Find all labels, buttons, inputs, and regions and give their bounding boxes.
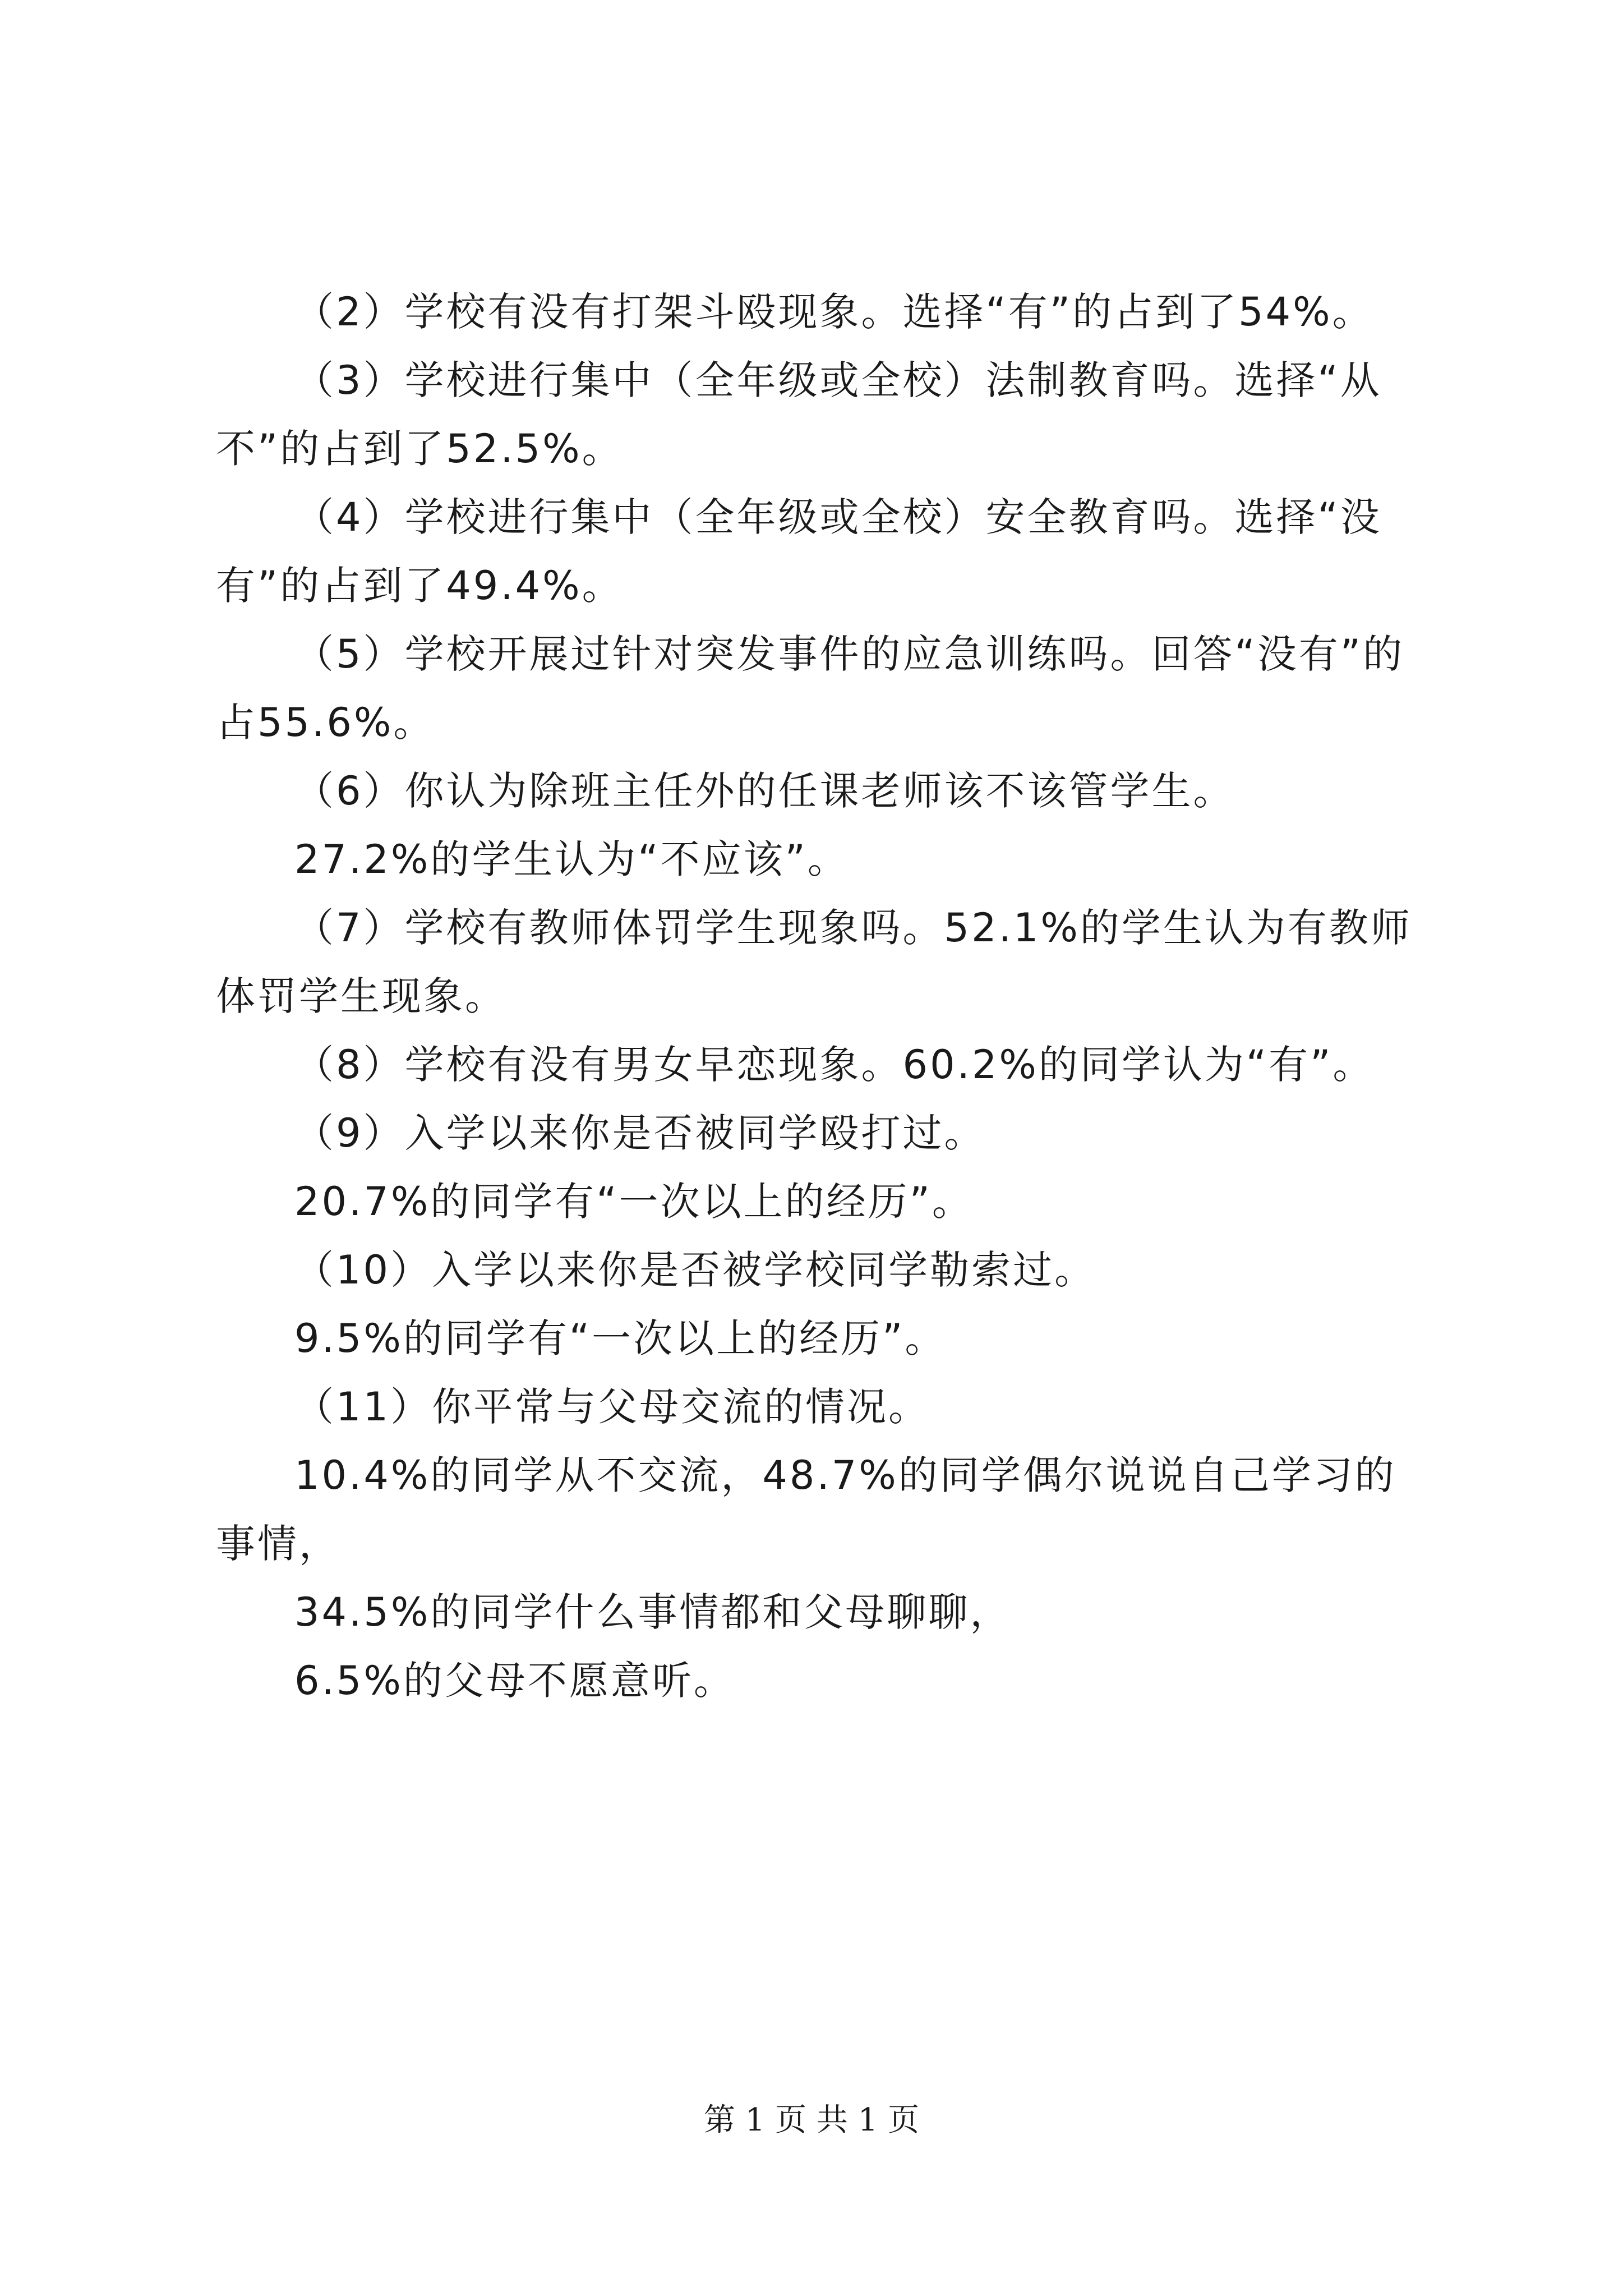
paragraph-q4: （4）学校进行集中（全年级或全校）安全教育吗。选择“没有”的占到了49.4%。 <box>216 494 1382 609</box>
paragraph-q7: （7）学校有教师体罚学生现象吗。52.1%的学生认为有教师体罚学生现象。 <box>216 905 1412 1019</box>
paragraph-q10-answer: 9.5%的同学有“一次以上的经历”。 <box>294 1315 947 1361</box>
paragraph-q10: （10）入学以来你是否被学校同学勒索过。 <box>294 1247 1096 1293</box>
paragraph-q11-answer-2: 34.5%的同学什么事情都和父母聊聊， <box>294 1589 1012 1635</box>
paragraph-q9-answer: 20.7%的同学有“一次以上的经历”。 <box>294 1179 974 1225</box>
paragraph-q5: （5）学校开展过针对突发事件的应急训练吗。回答“没有”的占55.6%。 <box>216 631 1405 746</box>
page-footer: 第 1 页 共 1 页 <box>703 2102 920 2138</box>
paragraph-q3: （3）学校进行集中（全年级或全校）法制教育吗。选择“从不”的占到了52.5%。 <box>216 357 1382 472</box>
paragraph-q11: （11）你平常与父母交流的情况。 <box>294 1384 930 1430</box>
paragraph-q11-answer-3: 6.5%的父母不愿意听。 <box>294 1658 735 1704</box>
paragraph-q11-answer-1: 10.4%的同学从不交流，48.7%的同学偶尔说说自己学习的事情， <box>216 1452 1396 1567</box>
paragraph-q8: （8）学校有没有男女早恋现象。60.2%的同学认为“有”。 <box>294 1042 1375 1088</box>
paragraph-q6: （6）你认为除班主任外的任课老师该不该管学生。 <box>294 768 1235 814</box>
document-body <box>216 278 1422 1715</box>
paragraph-q6-answer: 27.2%的学生认为“不应该”。 <box>294 836 849 882</box>
paragraph-q9: （9）入学以来你是否被同学殴打过。 <box>294 1110 986 1156</box>
paragraph-q2: （2）学校有没有打架斗殴现象。选择“有”的占到了54%。 <box>294 289 1374 335</box>
